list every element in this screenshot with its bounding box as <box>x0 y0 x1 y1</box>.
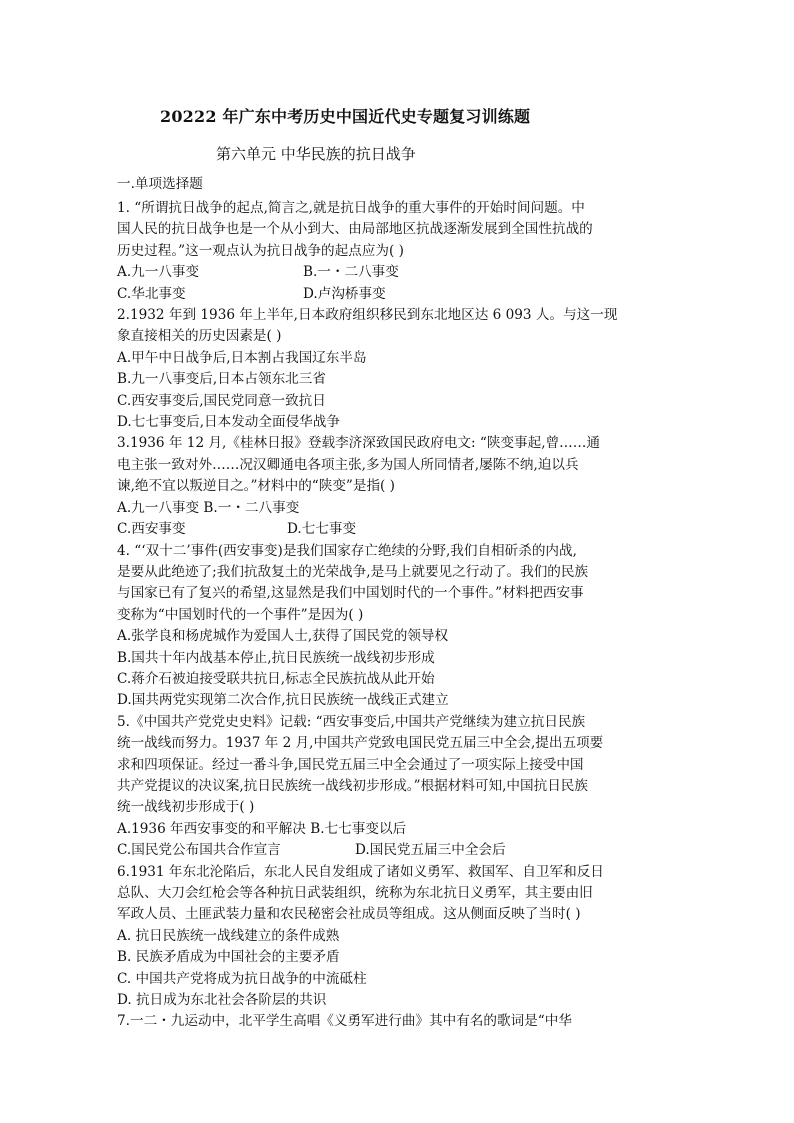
answer-option: D.七七事变后,日本发动全面侵华战争 <box>117 414 340 431</box>
answer-option: C.西安事变后,国民党同意一致抗日 <box>117 392 326 409</box>
answer-option: B.国共十年内战基本停止,抗日民族统一战线初步形成 <box>117 649 435 666</box>
option-row <box>117 519 683 540</box>
answer-option: D. 抗日成为东北社会各阶层的共识 <box>117 992 327 1009</box>
question-stem-line: 共产党提议的决议案,抗日民族统一战线初步形成。”根据材料可知,中国抗日民族 <box>117 777 588 794</box>
question <box>117 433 683 540</box>
question-stem-line: 3.1936 年 12 月,《桂林日报》登载李济深致国民政府电文: “陕变事起,曾……通 <box>117 435 600 452</box>
question-stem-line: 与国家已有了复兴的希望,这显然是我们中国划时代的一个事件。”材料把西安事 <box>117 585 584 602</box>
question-stem-line: 统一战线初步形成于( ) <box>117 799 255 816</box>
question-stem-line: 5.《中国共产党党史史料》记载: “西安事变后,中国共产党继续为建立抗日民族 <box>117 713 586 730</box>
option-row <box>117 284 683 305</box>
answer-option: D.国共两党实现第二次合作,抗日民族统一战线正式建立 <box>117 692 449 709</box>
question <box>117 712 683 862</box>
question-stem-line: 历史过程。”这一观点认为抗日战争的起点应为( ) <box>117 242 404 259</box>
question <box>117 198 683 305</box>
answer-option: D.卢沟桥事变 <box>303 285 386 302</box>
question-stem-line: 电主张一致对外……况汉卿通电各项主张,多为国人所同情者,屡陈不纳,迫以兵 <box>117 456 579 473</box>
answer-option: A.甲午中日战争后,日本割占我国辽东半岛 <box>117 349 367 366</box>
answer-option: D.七七事变 <box>287 521 357 538</box>
question <box>117 541 683 712</box>
answer-option: C.西安事变 <box>117 521 186 538</box>
question-stem-line: 谏,绝不宜以叛逆目之。”材料中的“陕变”是指( ) <box>117 478 395 495</box>
answer-option: C.华北事变 <box>117 285 186 302</box>
answer-option: A.1936 年西安事变的和平解决 B.七七事变以后 <box>117 820 407 837</box>
question-stem-line: 2.1932 年到 1936 年上半年,日本政府组织移民到东北地区达 6 093 人。与这一现 <box>117 307 618 324</box>
option-row <box>117 840 683 861</box>
question-stem-line: 求和四项保证。经过一番斗争,国民党五届三中全会通过了一项实际上接受中国 <box>117 756 584 773</box>
answer-option: B.九一八事变后,日本占领东北三省 <box>117 371 326 388</box>
question-stem-line: 变称为“中国划时代的一个事件”是因为( ) <box>117 606 364 623</box>
answer-option: B. 民族矛盾成为中国社会的主要矛盾 <box>117 949 340 966</box>
option-row <box>117 498 683 519</box>
option-row <box>117 819 683 840</box>
answer-option: B.一・二八事变 <box>303 264 399 281</box>
answer-option: C.蒋介石被迫接受联共抗日,标志全民族抗战从此开始 <box>117 670 435 687</box>
answer-option: C. 中国共产党将成为抗日战争的中流砥柱 <box>117 970 367 987</box>
answer-option: A. 抗日民族统一战线建立的条件成熟 <box>117 927 340 944</box>
unit-heading: 第六单元 中华民族的抗日战争 <box>216 145 416 163</box>
question <box>117 862 683 1012</box>
document-title: 20222 年广东中考历史中国近代史专题复习训练题 <box>160 107 531 126</box>
question-list <box>117 198 683 1033</box>
question-stem-line: 总队、大刀会红枪会等各种抗日武装组织，统称为东北抗日义勇军，其主要由旧 <box>117 885 593 901</box>
question-stem-line: 国人民的抗日战争也是一个从小到大、由局部地区抗战逐渐发展到全国性抗战的 <box>117 221 593 238</box>
question-stem-line: 象直接相关的历史因素是( ) <box>117 328 282 345</box>
section-heading: 一.单项选择题 <box>117 176 203 192</box>
answer-option: A.九一八事变 <box>117 264 200 281</box>
question-stem-line: 是要从此绝迹了;我们抗敌复土的光荣战争,是马上就要见之行动了。我们的民族 <box>117 563 589 580</box>
question-stem-line: 1. “所谓抗日战争的起点,简言之,就是抗日战争的重大事件的开始时间问题。中 <box>117 200 585 216</box>
question-stem-line: 7.一二・九运动中，北平学生高唱《义勇军进行曲》其中有名的歌词是“中华 <box>117 1013 572 1030</box>
option-row <box>117 262 683 283</box>
question-stem-line: 6.1931 年东北沦陷后，东北人民自发组成了诸如义勇军、救国军、自卫军和反日 <box>117 863 604 880</box>
answer-option: A.九一八事变 B.一・二八事变 <box>117 499 300 516</box>
question-stem-line: 统一战线而努力。1937 年 2 月,中国共产党致电国民党五届三中全会,提出五项要 <box>117 735 604 752</box>
answer-option: C.国民党公布国共合作宣言 <box>117 842 281 859</box>
answer-option: A.张学良和杨虎城作为爱国人士,获得了国民党的领导权 <box>117 628 449 645</box>
question-stem-line: 军政人员、土匪武装力量和农民秘密会社成员等组成。这从侧面反映了当时( ) <box>117 906 581 923</box>
question <box>117 1011 683 1032</box>
question-stem-line: 4. “‘双十二’事件(西安事变)是我们国家存亡绝续的分野,我们自相斫杀的内战, <box>117 542 577 559</box>
question <box>117 305 683 433</box>
answer-option: D.国民党五届三中全会后 <box>355 842 506 859</box>
